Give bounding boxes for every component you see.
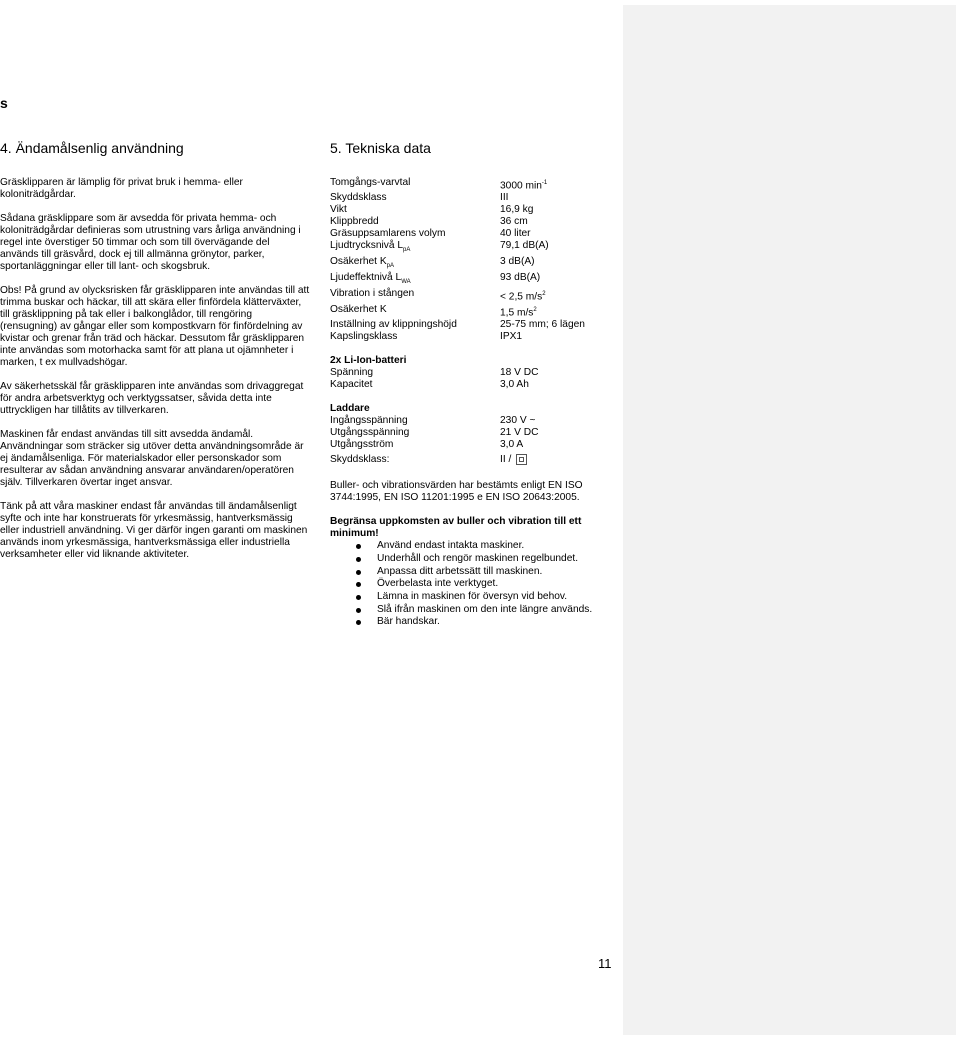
spec-row xyxy=(330,427,620,439)
standards-note: Buller- och vibrationsvärden har bestämts enligt EN ISO 3744:1995, EN ISO 11201:1995 e EN ISO 20643:2005. xyxy=(330,480,583,504)
spec-row xyxy=(330,288,620,303)
battery-heading: 2x Li-Ion-batteri xyxy=(330,355,407,367)
spec-row xyxy=(330,240,620,256)
spec-row xyxy=(330,319,620,331)
spec-label: Kapacitet xyxy=(330,379,373,391)
spec-label: Ingångsspänning xyxy=(330,415,408,427)
spec-row xyxy=(330,367,620,379)
list-item: Slå ifrån maskinen om den inte längre används. xyxy=(377,604,620,617)
spec-label: Skyddsklass xyxy=(330,192,387,204)
spec-label: Spänning xyxy=(330,367,374,379)
list-item: Använd endast intakta maskiner. xyxy=(377,540,620,553)
spec-label: Skyddsklass: xyxy=(330,454,390,466)
noise-limit-heading: Begränsa uppkomsten av buller och vibration till ett minimum! xyxy=(330,516,582,540)
spec-label: Osäkerhet K xyxy=(330,303,387,315)
spec-row xyxy=(330,379,620,391)
spec-row xyxy=(330,331,620,343)
spec-row xyxy=(330,192,620,204)
spec-value: 3000 $\min^{-1}$ xyxy=(500,180,548,192)
noise-limit-list xyxy=(330,540,620,629)
intended-use-paragraph: Gräsklipparen är lämplig för privat bruk i hemma- eller koloniträdgårdar. xyxy=(0,177,243,200)
spec-label: Utgångsspänning xyxy=(330,427,410,439)
right-margin-panel xyxy=(623,5,956,1035)
intended-use-paragraph: Av säkerhetsskäl får gräsklipparen inte användas som drivaggregat för andra arbetsverktyg och verktygssatser, såvida detta inte uttryckligen har tillåtits av tillverkaren. xyxy=(0,381,304,416)
page-number: 11 xyxy=(598,956,612,971)
spec-row xyxy=(330,415,620,427)
spec-label: Inställning av klippningshöjd xyxy=(330,319,457,331)
spec-row xyxy=(330,256,620,272)
spec-value: 3,0 Ah xyxy=(500,379,529,391)
spec-row xyxy=(330,272,620,288)
intended-use-paragraph: Maskinen får endast användas till sitt avsedda ändamål. Användningar som sträcker sig utöver detta användningsområde är ej ändamålsenliga. För materialskador eller personskador som resulterar av sådan användning ansvarar användaren/operatören själv. Tillverkaren övertar inget ansvar. xyxy=(0,429,304,488)
spec-label: Vibration i stången xyxy=(330,288,415,300)
spec-label: Kapslingsklass xyxy=(330,331,398,343)
spec-label: Klippbredd xyxy=(330,216,379,228)
spec-label: Gräsuppsamlarens volym xyxy=(330,228,446,240)
intended-use-paragraph: Obs! På grund av olycksrisken får gräsklipparen inte användas till att trimma buskar och häckar, till att skära eller finfördela klätterväxter, till gräsklippning på tak eller i balkonglådor, till rengöring (rensugning) av gångar eller som kompostkvarn för finfördelning av kvistar och grenar från träd och häckar. Dessutom får gräsklipparen inte användas som motorhacka samt för att plana ut ojämnheter i marken, t ex mullvadshögar. xyxy=(0,285,310,368)
list-item: Lämna in maskinen för översyn vid behov. xyxy=(377,591,620,604)
list-item: Underhåll och rengör maskinen regelbundet. xyxy=(377,553,620,566)
spec-row xyxy=(330,228,620,240)
list-item: Anpassa ditt arbetssätt till maskinen. xyxy=(377,566,620,579)
spec-value: II / xyxy=(500,454,620,466)
spec-value: 79,1 dB(A) xyxy=(500,240,549,252)
spec-table xyxy=(330,177,620,343)
spec-label: Tomgångs-varvtal xyxy=(330,177,411,188)
page-letter: s xyxy=(0,95,8,111)
spec-value: 16,9 kg xyxy=(500,204,534,216)
spec-value: 3,0 A xyxy=(500,439,524,451)
spec-value: III xyxy=(500,192,509,204)
spec-row xyxy=(330,177,620,192)
spec-label: Osäkerhet $K_{pA}$ xyxy=(330,256,394,270)
list-item: Överbelasta inte verktyget. xyxy=(377,578,620,591)
spec-value: 21 V DC xyxy=(500,427,539,439)
spec-value: 18 V DC xyxy=(500,367,539,379)
spec-label: Utgångsström xyxy=(330,439,394,451)
spec-value: 40 liter xyxy=(500,228,531,240)
spec-label: Vikt xyxy=(330,204,347,216)
spec-row xyxy=(330,304,620,319)
spec-row xyxy=(330,216,620,228)
spec-row xyxy=(330,439,620,451)
list-item: Bär handskar. xyxy=(377,616,620,629)
spec-value: 25-75 mm; 6 lägen xyxy=(500,319,585,331)
spec-value: 1,5 $m/s^2$ xyxy=(500,306,537,319)
spec-value: 3 dB(A) xyxy=(500,256,535,268)
intended-use-paragraph: Sådana gräsklippare som är avsedda för privata hemma- och koloniträdgårdar definieras som utrustning vars årliga användning i regel inte överstiger 50 timmar och som till övervägande del används till gräsvård, dock ej till allmänna grönytor, parker, sportanläggningar eller till lant- och skogsbruk. xyxy=(0,213,301,272)
technical-data-title: 5. Tekniska data xyxy=(330,140,431,156)
technical-data-column xyxy=(330,140,620,629)
spec-label: Ljudeffektnivå $L_{WA}$ xyxy=(330,272,411,286)
spec-value: 36 cm xyxy=(500,216,528,228)
intended-use-paragraph: Tänk på att våra maskiner endast får användas till ändamålsenligt syfte och inte har konstruerats för yrkesmässig, hantverksmässig eller industriell användning. Vi ger därför ingen garanti om maskinen används inom yrkesmässiga, hantverksmässiga eller industriella verksamheter eller vid liknande aktiviteter. xyxy=(0,501,308,560)
spec-row xyxy=(330,454,620,466)
class-ii-double-square-icon xyxy=(516,454,527,465)
spec-value: IPX1 xyxy=(500,331,523,343)
intended-use-title: 4. Ändamålsenlig användning xyxy=(0,140,184,156)
spec-value: 93 dB(A) xyxy=(500,272,541,284)
spec-row xyxy=(330,204,620,216)
charger-heading: Laddare xyxy=(330,403,370,415)
spec-value: < 2,5 $m/s^2$ xyxy=(500,291,546,303)
spec-label: Ljudtrycksnivå $L_{pA}$ xyxy=(330,240,411,254)
intended-use-column xyxy=(0,140,310,573)
spec-value: 230 V ~ xyxy=(500,415,536,427)
